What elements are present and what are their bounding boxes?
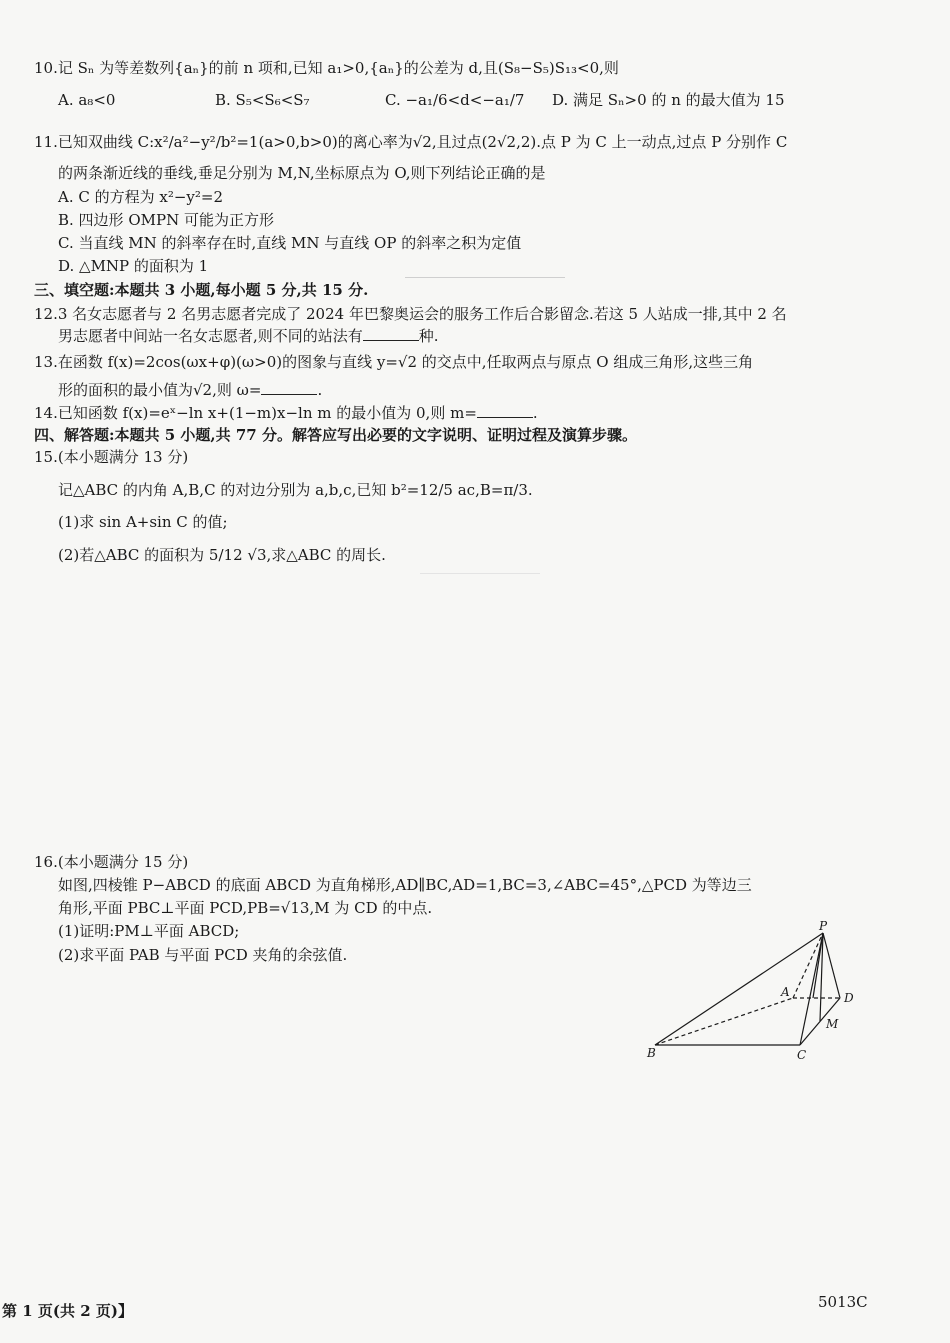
q16-part1: (1)证明:PM⊥平面 ABCD;	[58, 922, 240, 940]
q12-line2	[58, 326, 439, 346]
q13-answer-blank[interactable]	[261, 380, 317, 395]
label-d: D	[844, 991, 854, 1005]
q14-text: 14.已知函数 f(x)=eˣ−ln x+(1−m)x−ln m 的最小值为 0,则 m=	[34, 404, 477, 422]
q11-option-c: C. 当直线 MN 的斜率存在时,直线 MN 与直线 OP 的斜率之积为定值	[58, 234, 522, 252]
q16-line1: 如图,四棱锥 P−ABCD 的底面 ABCD 为直角梯形,AD∥BC,AD=1,BC=3,∠ABC=45°,△PCD 为等边三	[58, 876, 752, 894]
section-4-heading: 四、解答题:本题共 5 小题,共 77 分。解答应写出必要的文字说明、证明过程及演算步骤。	[34, 426, 637, 444]
q13-line2	[58, 380, 322, 400]
q10-option-b: B. S₅<S₆<S₇	[215, 91, 310, 109]
q11-option-d: D. △MNP 的面积为 1	[58, 257, 209, 275]
q15-part1: (1)求 sin A+sin C 的值;	[58, 513, 228, 531]
faint-rule	[405, 277, 565, 278]
q11-stem-line1: 11.已知双曲线 C:x²/a²−y²/b²=1(a>0,b>0)的离心率为√2,且过点(2√2,2).点 P 为 C 上一动点,过点 P 分别作 C	[34, 133, 788, 151]
page-number: 第 1 页(共 2 页)】	[2, 1302, 133, 1320]
q10-stem: 10.记 Sₙ 为等差数列{aₙ}的前 n 项和,已知 a₁>0,{aₙ}的公差为 d,且(S₈−S₅)S₁₃<0,则	[34, 59, 619, 77]
q11-option-b: B. 四边形 OMPN 可能为正方形	[58, 211, 274, 229]
section-3-heading: 三、填空题:本题共 3 小题,每小题 5 分,共 15 分.	[34, 281, 369, 299]
edge-ab	[655, 998, 793, 1045]
q13-line1: 13.在函数 f(x)=2cos(ωx+φ)(ω>0)的图象与直线 y=√2 的交点中,任取两点与原点 O 组成三角形,这些三角	[34, 353, 754, 371]
q16-part2: (2)求平面 PAB 与平面 PCD 夹角的余弦值.	[58, 946, 348, 964]
q10-option-c: C. −a₁/6<d<−a₁/7	[385, 91, 525, 109]
label-a: A	[781, 985, 790, 999]
q16-line2: 角形,平面 PBC⊥平面 PCD,PB=√13,M 为 CD 的中点.	[58, 899, 433, 917]
q15-title: 15.(本小题满分 13 分)	[34, 448, 189, 466]
q10-option-d: D. 满足 Sₙ>0 的 n 的最大值为 15	[552, 91, 785, 109]
q16-title: 16.(本小题满分 15 分)	[34, 853, 189, 871]
paper-code: 5013C	[818, 1293, 868, 1311]
label-b: B	[647, 1046, 656, 1060]
q12-line1: 12.3 名女志愿者与 2 名男志愿者完成了 2024 年巴黎奥运会的服务工作后合影留念.若这 5 人站成一排,其中 2 名	[34, 305, 787, 323]
q14-line1	[34, 403, 538, 423]
q10-option-a: A. a₈<0	[58, 91, 116, 109]
label-c: C	[797, 1048, 807, 1062]
label-m: M	[826, 1017, 839, 1031]
q11-stem-line2: 的两条渐近线的垂线,垂足分别为 M,N,坐标原点为 O,则下列结论正确的是	[58, 164, 546, 182]
edge-pc	[800, 933, 823, 1045]
q15-part2: (2)若△ABC 的面积为 5/12 √3,求△ABC 的周长.	[58, 546, 386, 564]
label-p: P	[819, 920, 828, 933]
faint-rule-2	[420, 573, 540, 574]
q12-line2-end: 种.	[418, 327, 439, 345]
q14-end: .	[532, 404, 538, 422]
q12-line2-text: 男志愿者中间站一名女志愿者,则不同的站法有	[58, 327, 363, 345]
q11-option-a: A. C 的方程为 x²−y²=2	[58, 188, 224, 206]
edge-pd	[823, 933, 840, 998]
q15-stem: 记△ABC 的内角 A,B,C 的对边分别为 a,b,c,已知 b²=12/5 ac,B=π/3.	[58, 481, 533, 499]
q12-answer-blank[interactable]	[363, 326, 419, 341]
q13-line2-end: .	[317, 381, 323, 399]
pyramid-figure	[645, 920, 875, 1065]
q14-answer-blank[interactable]	[477, 403, 533, 418]
q13-line2-text: 形的面积的最小值为√2,则 ω=	[58, 381, 262, 399]
